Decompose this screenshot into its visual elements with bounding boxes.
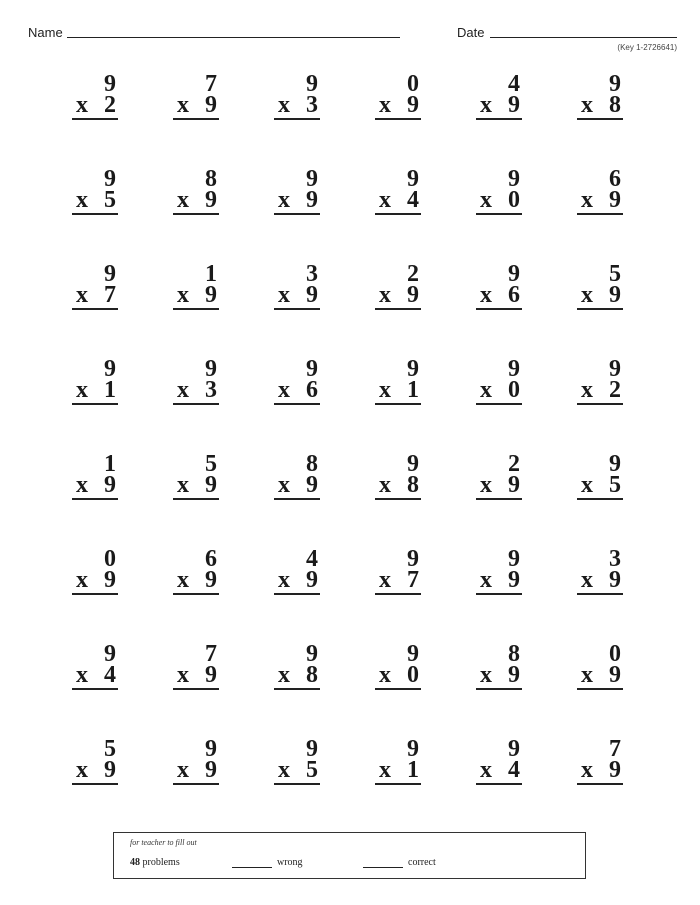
multiplier-row [476, 282, 522, 310]
multiplier: 2 [104, 92, 116, 118]
multiplier: 2 [609, 377, 621, 403]
multiplication-problem [274, 357, 320, 417]
multiplication-problem [274, 262, 320, 322]
times-sign: x [480, 377, 492, 403]
multiplier-row [375, 662, 421, 690]
multiplier-row [274, 662, 320, 690]
times-sign: x [379, 662, 391, 688]
multiplicand: 9 [609, 71, 621, 97]
multiplicand: 4 [508, 71, 520, 97]
multiplier: 9 [205, 662, 217, 688]
multiplication-problem [72, 547, 118, 607]
times-sign: x [480, 92, 492, 118]
multiplication-problem [274, 737, 320, 797]
multiplier: 8 [609, 92, 621, 118]
multiplier: 1 [104, 377, 116, 403]
multiplier: 3 [306, 92, 318, 118]
multiplier-row [173, 472, 219, 500]
multiplier-row [577, 187, 623, 215]
multiplicand: 9 [306, 641, 318, 667]
multiplicand: 5 [104, 736, 116, 762]
multiplier: 9 [508, 567, 520, 593]
times-sign: x [581, 567, 593, 593]
multiplication-problem [577, 737, 623, 797]
multiplier: 8 [407, 472, 419, 498]
times-sign: x [581, 377, 593, 403]
multiplication-problem [72, 72, 118, 132]
multiplier-row [577, 472, 623, 500]
times-sign: x [278, 662, 290, 688]
multiplicand: 9 [609, 451, 621, 477]
multiplicand: 9 [306, 356, 318, 382]
multiplication-problem [72, 262, 118, 322]
multiplier-row [274, 377, 320, 405]
correct-blank[interactable] [363, 867, 403, 868]
multiplier-row [375, 92, 421, 120]
multiplier-row [274, 757, 320, 785]
multiplier: 9 [508, 92, 520, 118]
multiplier-row [476, 377, 522, 405]
multiplicand: 9 [407, 736, 419, 762]
multiplier: 8 [306, 662, 318, 688]
multiplier-row [476, 472, 522, 500]
times-sign: x [76, 567, 88, 593]
multiplicand: 8 [205, 166, 217, 192]
times-sign: x [278, 757, 290, 783]
times-sign: x [379, 92, 391, 118]
multiplier: 7 [407, 567, 419, 593]
problem-count-suffix: problems [142, 857, 180, 868]
wrong-label: wrong [277, 857, 303, 868]
multiplicand: 1 [205, 261, 217, 287]
multiplier: 5 [609, 472, 621, 498]
multiplicand: 2 [407, 261, 419, 287]
multiplier-row [476, 662, 522, 690]
multiplier: 7 [104, 282, 116, 308]
multiplicand: 3 [306, 261, 318, 287]
multiplier-row [274, 472, 320, 500]
multiplier-row [173, 187, 219, 215]
date-label: Date [457, 25, 485, 40]
name-label: Name [28, 25, 63, 40]
times-sign: x [480, 567, 492, 593]
multiplication-problem [72, 452, 118, 512]
multiplicand: 9 [609, 356, 621, 382]
multiplier: 9 [104, 567, 116, 593]
multiplication-problem [173, 262, 219, 322]
multiplication-problem [173, 452, 219, 512]
multiplication-problem [577, 72, 623, 132]
multiplier: 9 [609, 282, 621, 308]
times-sign: x [177, 662, 189, 688]
multiplier: 9 [609, 662, 621, 688]
multiplicand: 9 [508, 736, 520, 762]
multiplier-row [577, 377, 623, 405]
multiplier: 0 [407, 662, 419, 688]
multiplication-problem [72, 167, 118, 227]
times-sign: x [76, 757, 88, 783]
times-sign: x [581, 92, 593, 118]
multiplier: 9 [508, 662, 520, 688]
multiplication-problem [476, 262, 522, 322]
times-sign: x [177, 187, 189, 213]
multiplier: 9 [609, 757, 621, 783]
multiplicand: 2 [508, 451, 520, 477]
multiplication-problem [577, 167, 623, 227]
times-sign: x [278, 282, 290, 308]
multiplier-row [476, 567, 522, 595]
times-sign: x [177, 377, 189, 403]
multiplicand: 9 [508, 356, 520, 382]
multiplier: 9 [407, 92, 419, 118]
multiplicand: 9 [306, 736, 318, 762]
multiplicand: 9 [407, 641, 419, 667]
multiplier: 9 [306, 282, 318, 308]
multiplication-problem [476, 737, 522, 797]
multiplicand: 8 [306, 451, 318, 477]
times-sign: x [581, 757, 593, 783]
multiplication-problem [375, 737, 421, 797]
multiplication-problem [274, 547, 320, 607]
multiplier: 9 [205, 187, 217, 213]
times-sign: x [177, 567, 189, 593]
multiplication-problem [274, 167, 320, 227]
multiplicand: 9 [104, 356, 116, 382]
times-sign: x [379, 757, 391, 783]
multiplier: 9 [205, 92, 217, 118]
multiplication-problem [476, 357, 522, 417]
multiplier-row [476, 92, 522, 120]
problem-count [130, 857, 180, 868]
multiplicand: 9 [104, 641, 116, 667]
multiplication-problem [375, 167, 421, 227]
multiplication-problem [476, 547, 522, 607]
multiplication-problem [173, 357, 219, 417]
multiplier: 9 [104, 472, 116, 498]
multiplier-row [476, 757, 522, 785]
multiplicand: 9 [508, 166, 520, 192]
times-sign: x [379, 377, 391, 403]
multiplication-problem [375, 642, 421, 702]
times-sign: x [480, 662, 492, 688]
problem-count-value: 48 [130, 857, 140, 868]
times-sign: x [480, 282, 492, 308]
wrong-blank[interactable] [232, 867, 272, 868]
multiplier: 9 [609, 187, 621, 213]
multiplier-row [72, 662, 118, 690]
multiplicand: 9 [104, 166, 116, 192]
multiplier-row [274, 187, 320, 215]
multiplicand: 9 [508, 546, 520, 572]
multiplication-problem [577, 262, 623, 322]
multiplier-row [577, 662, 623, 690]
multiplier: 4 [508, 757, 520, 783]
multiplier-row [173, 567, 219, 595]
multiplier-row [375, 377, 421, 405]
multiplication-problem [577, 357, 623, 417]
multiplier: 9 [609, 567, 621, 593]
answer-key-id: (Key 1-2726641) [617, 43, 677, 52]
multiplicand: 9 [508, 261, 520, 287]
times-sign: x [581, 187, 593, 213]
multiplicand: 9 [104, 71, 116, 97]
multiplier-row [72, 377, 118, 405]
multiplication-problem [476, 642, 522, 702]
correct-label: correct [408, 857, 436, 868]
multiplier-row [72, 567, 118, 595]
times-sign: x [379, 472, 391, 498]
multiplicand: 9 [407, 451, 419, 477]
times-sign: x [76, 92, 88, 118]
multiplicand: 1 [104, 451, 116, 477]
times-sign: x [177, 282, 189, 308]
teacher-scoring-box [113, 832, 586, 879]
times-sign: x [177, 757, 189, 783]
multiplier: 9 [205, 282, 217, 308]
multiplier: 1 [407, 757, 419, 783]
times-sign: x [177, 92, 189, 118]
multiplication-problem [577, 452, 623, 512]
multiplier: 9 [205, 472, 217, 498]
multiplier: 9 [104, 757, 116, 783]
times-sign: x [76, 187, 88, 213]
multiplicand: 9 [306, 71, 318, 97]
multiplier-row [375, 567, 421, 595]
multiplier: 1 [407, 377, 419, 403]
multiplication-problem [375, 547, 421, 607]
multiplication-problem [173, 167, 219, 227]
times-sign: x [480, 187, 492, 213]
multiplication-problem [375, 72, 421, 132]
multiplier-row [72, 472, 118, 500]
multiplier: 9 [306, 567, 318, 593]
multiplication-problem [274, 72, 320, 132]
times-sign: x [480, 472, 492, 498]
times-sign: x [581, 662, 593, 688]
times-sign: x [278, 92, 290, 118]
multiplier-row [173, 662, 219, 690]
multiplier-row [72, 92, 118, 120]
teacher-note: for teacher to fill out [130, 838, 197, 847]
multiplier-row [577, 757, 623, 785]
multiplier-row [173, 92, 219, 120]
multiplier: 9 [306, 187, 318, 213]
multiplier-row [173, 282, 219, 310]
multiplicand: 9 [407, 546, 419, 572]
multiplicand: 9 [407, 166, 419, 192]
multiplier-row [577, 567, 623, 595]
multiplier: 9 [508, 472, 520, 498]
multiplication-problem [577, 642, 623, 702]
multiplier: 6 [306, 377, 318, 403]
times-sign: x [76, 662, 88, 688]
multiplier-row [72, 282, 118, 310]
multiplier-row [577, 282, 623, 310]
multiplier: 0 [508, 377, 520, 403]
multiplication-problem [375, 452, 421, 512]
multiplicand: 8 [508, 641, 520, 667]
multiplier-row [476, 187, 522, 215]
multiplicand: 7 [205, 71, 217, 97]
times-sign: x [379, 567, 391, 593]
multiplier: 4 [407, 187, 419, 213]
multiplier-row [577, 92, 623, 120]
times-sign: x [379, 282, 391, 308]
multiplicand: 9 [104, 261, 116, 287]
multiplicand: 6 [205, 546, 217, 572]
multiplication-problem [476, 452, 522, 512]
multiplier-row [274, 92, 320, 120]
multiplicand: 0 [609, 641, 621, 667]
multiplication-problem [173, 737, 219, 797]
times-sign: x [76, 282, 88, 308]
multiplication-problem [476, 72, 522, 132]
multiplicand: 0 [407, 71, 419, 97]
multiplication-problem [375, 357, 421, 417]
multiplier-row [375, 472, 421, 500]
multiplier: 9 [306, 472, 318, 498]
multiplicand: 3 [609, 546, 621, 572]
times-sign: x [581, 472, 593, 498]
multiplicand: 4 [306, 546, 318, 572]
times-sign: x [278, 567, 290, 593]
times-sign: x [76, 377, 88, 403]
times-sign: x [379, 187, 391, 213]
multiplication-problem [274, 642, 320, 702]
multiplier: 9 [205, 567, 217, 593]
times-sign: x [278, 187, 290, 213]
times-sign: x [278, 377, 290, 403]
multiplier: 9 [205, 757, 217, 783]
multiplication-problem [375, 262, 421, 322]
multiplier: 9 [407, 282, 419, 308]
multiplicand: 5 [609, 261, 621, 287]
multiplier-row [274, 282, 320, 310]
multiplier-row [375, 282, 421, 310]
multiplication-problem [173, 547, 219, 607]
multiplier-row [375, 187, 421, 215]
multiplicand: 5 [205, 451, 217, 477]
multiplier: 5 [306, 757, 318, 783]
times-sign: x [581, 282, 593, 308]
multiplication-problem [72, 357, 118, 417]
multiplication-problem [173, 72, 219, 132]
multiplication-problem [476, 167, 522, 227]
multiplier: 4 [104, 662, 116, 688]
multiplier-row [173, 377, 219, 405]
multiplicand: 7 [205, 641, 217, 667]
multiplier: 5 [104, 187, 116, 213]
multiplier-row [274, 567, 320, 595]
multiplier: 6 [508, 282, 520, 308]
multiplier-row [72, 187, 118, 215]
multiplicand: 9 [205, 736, 217, 762]
times-sign: x [278, 472, 290, 498]
times-sign: x [480, 757, 492, 783]
multiplicand: 6 [609, 166, 621, 192]
multiplicand: 0 [104, 546, 116, 572]
multiplier: 0 [508, 187, 520, 213]
multiplier: 3 [205, 377, 217, 403]
multiplier-row [173, 757, 219, 785]
times-sign: x [76, 472, 88, 498]
multiplication-problem [274, 452, 320, 512]
multiplication-problem [577, 547, 623, 607]
multiplicand: 7 [609, 736, 621, 762]
times-sign: x [177, 472, 189, 498]
multiplicand: 9 [205, 356, 217, 382]
multiplicand: 9 [306, 166, 318, 192]
multiplication-problem [72, 642, 118, 702]
multiplication-problem [72, 737, 118, 797]
multiplicand: 9 [407, 356, 419, 382]
multiplication-problem [173, 642, 219, 702]
multiplier-row [72, 757, 118, 785]
multiplier-row [375, 757, 421, 785]
